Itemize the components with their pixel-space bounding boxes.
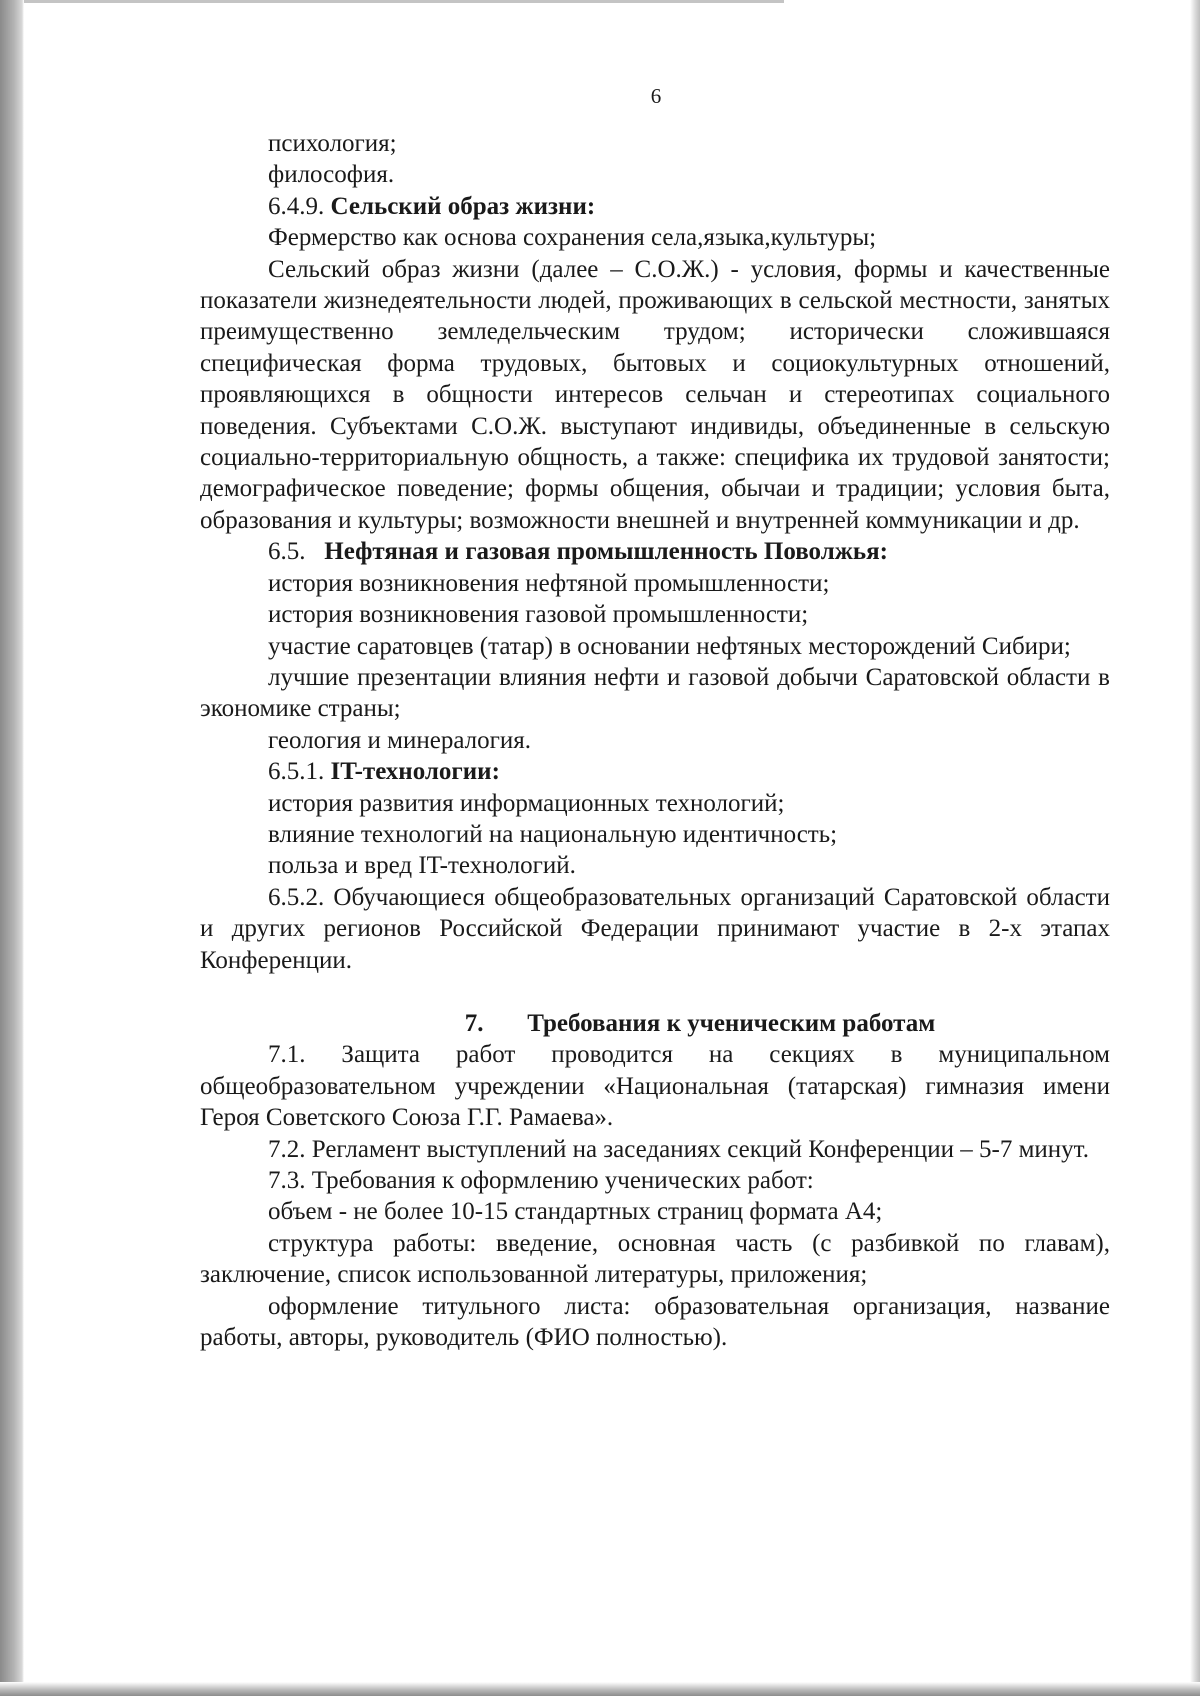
scan-edge-bottom: [0, 1682, 1200, 1696]
paragraph: история возникновения газовой промышленности;: [268, 601, 809, 629]
paragraph: участие саратовцев (татар) в основании нефтяных месторождений Сибири;: [268, 632, 1071, 660]
subsection-number: 6.4.9.: [268, 192, 325, 220]
paragraph: влияние технологий на национальную идентичность;: [268, 820, 838, 848]
section-title: Требования к ученическим работам: [527, 1009, 936, 1037]
subsection-title: Нефтяная и газовая промышленность Поволжья:: [324, 538, 888, 566]
paragraph: 7.1. Защита работ проводится на секциях в муниципальном общеобразовательном учреждении «Национальная (татарская) гимназия имени Героя Советского Союза Г.Г. Рамаева».: [200, 1041, 1110, 1132]
subsection-number: 6.5.: [268, 538, 306, 566]
section-number: 7.: [464, 1009, 484, 1037]
paragraph: структура работы: введение, основная часть (с разбивкой по главам), заключение, список использованной литературы, приложения;: [200, 1229, 1110, 1289]
scan-edge-right: [1190, 0, 1200, 1696]
subsection-number: 6.5.1.: [268, 758, 325, 786]
subsection-heading: [200, 191, 1110, 222]
paragraph: философия.: [268, 161, 395, 189]
document-body: [200, 128, 1110, 1353]
section-spacer: [200, 976, 1110, 1008]
scan-edge-left: [0, 0, 24, 1696]
scan-edge-top: [24, 0, 784, 3]
paragraph: польза и вред IT-технологий.: [268, 852, 576, 880]
paragraph: 7.3. Требования к оформлению ученических работ:: [268, 1167, 814, 1194]
paragraph: оформление титульного листа: образовательная организация, название работы, авторы, руководитель (ФИО полностью).: [200, 1292, 1110, 1352]
paragraph: лучшие презентации влияния нефти и газовой добычи Саратовской области в экономике страны;: [200, 663, 1110, 723]
paragraph: геология и минералогия.: [268, 726, 532, 754]
paragraph: Сельский образ жизни (далее – С.О.Ж.) - условия, формы и качественные показатели жизнедеятельности людей, проживающих в сельской местности, занятых преимущественно земледельческим трудом; исторически сложившаяся специфическая форма трудовых, бытовых и социокультурных отношений, проявляющихся в общности интересов сельчан и стереотипах социального поведения. Субъектами С.О.Ж. выступают индивиды, объединенные в сельскую социально-территориальную общность, а также: специфика их трудовой занятости; демографическое поведение; формы общения, обычаи и традиции; условия быта, образования и культуры; возможности внешней и внутренней коммуникации и др.: [200, 255, 1110, 534]
subsection-heading: [200, 536, 1110, 567]
paragraph: психология;: [268, 130, 397, 157]
subsection-title: Сельский образ жизни:: [330, 192, 596, 220]
paragraph: 6.5.2. Обучающиеся общеобразовательных организаций Саратовской области и других регионов Российской Федерации принимают участие в 2-х этапах Конференции.: [200, 883, 1110, 974]
subsection-heading: [200, 756, 1110, 787]
paragraph: 7.2. Регламент выступлений на заседаниях секций Конференции – 5-7 минут.: [268, 1135, 1089, 1163]
paragraph: Фермерство как основа сохранения села,языка,культуры;: [268, 224, 877, 252]
paragraph: объем - не более 10-15 стандартных страниц формата А4;: [268, 1198, 883, 1226]
paragraph: история развития информационных технологий;: [268, 789, 785, 817]
page-number: 6: [650, 84, 662, 108]
section-heading: [200, 1008, 1110, 1039]
subsection-title: IT-технологии:: [330, 758, 500, 786]
paragraph: история возникновения нефтяной промышленности;: [268, 569, 830, 597]
